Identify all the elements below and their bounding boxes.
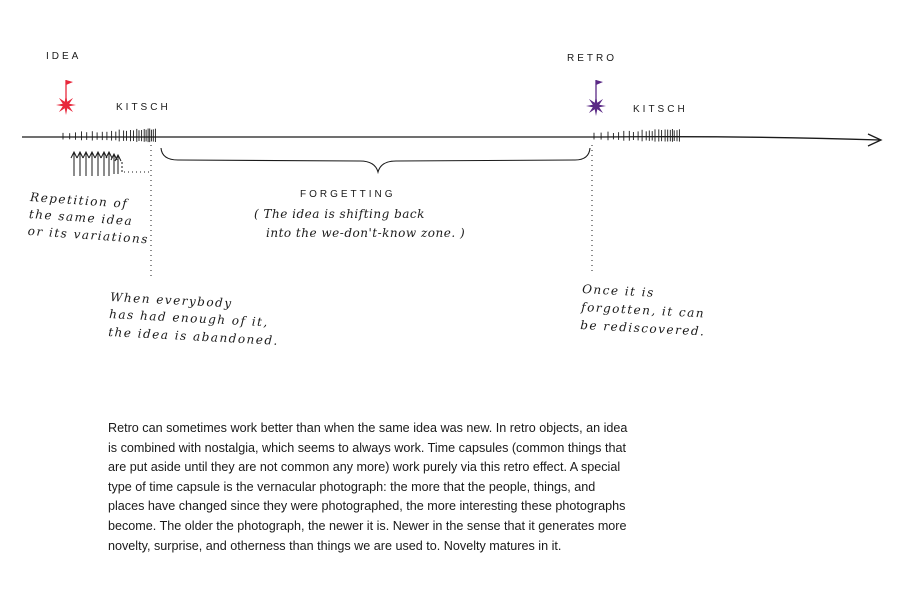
repetition-ticks-right	[594, 129, 679, 142]
repetition-ticks-left	[63, 129, 155, 143]
forgetting-brace	[161, 148, 590, 172]
retro-star-icon	[586, 96, 606, 116]
timeline-axis	[22, 137, 880, 140]
kitsch-label-right: KITSCH	[633, 104, 688, 115]
repetition-arrows	[71, 152, 150, 176]
forgetting-title: FORGETTING	[300, 189, 396, 200]
abandoned-line-1: When everybody	[109, 290, 233, 311]
abandoned-line-2: has had enough of it,	[108, 306, 270, 330]
repetition-line-1: Repetition of	[29, 190, 129, 211]
abandoned-annotation	[108, 290, 281, 348]
idea-star-icon	[56, 95, 76, 115]
retro-label: RETRO	[567, 53, 617, 64]
kitsch-label-left: KITSCH	[116, 102, 171, 113]
repetition-annotation	[26, 190, 151, 246]
rediscovered-line-1: Once it is	[581, 282, 656, 300]
abandoned-line-3: the idea is abandoned.	[107, 324, 280, 348]
repetition-line-2: the same idea	[28, 206, 134, 229]
forgetting-note-line-1: ( The idea is shifting back	[254, 207, 425, 221]
repetition-line-3: or its variations	[27, 223, 150, 247]
body-paragraph: Retro can sometimes work better than when the same idea was new. In retro objects, an idea is combined with nostalgia, which seems to always work. Time capsules (common things that are put aside until they are not common any more) work purely via this retro effect. A special type of time capsule is the vernacular photograph: the more that the people, things, and places have changed since they were photographed, the more interesting these photographs become. The older the photograph, the newer it is. Newer in the sense that it generates more novelty, surprise, and otherness than things we are used to. Novelty matures in it.	[108, 421, 628, 553]
rediscovered-line-3: be rediscovered.	[579, 317, 706, 339]
rediscovered-line-2: forgotten, it can	[580, 299, 706, 321]
idea-label: IDEA	[46, 51, 82, 62]
rediscovered-annotation	[579, 282, 708, 339]
forgetting-note-line-2: into the we-don't-know zone. )	[266, 226, 466, 240]
